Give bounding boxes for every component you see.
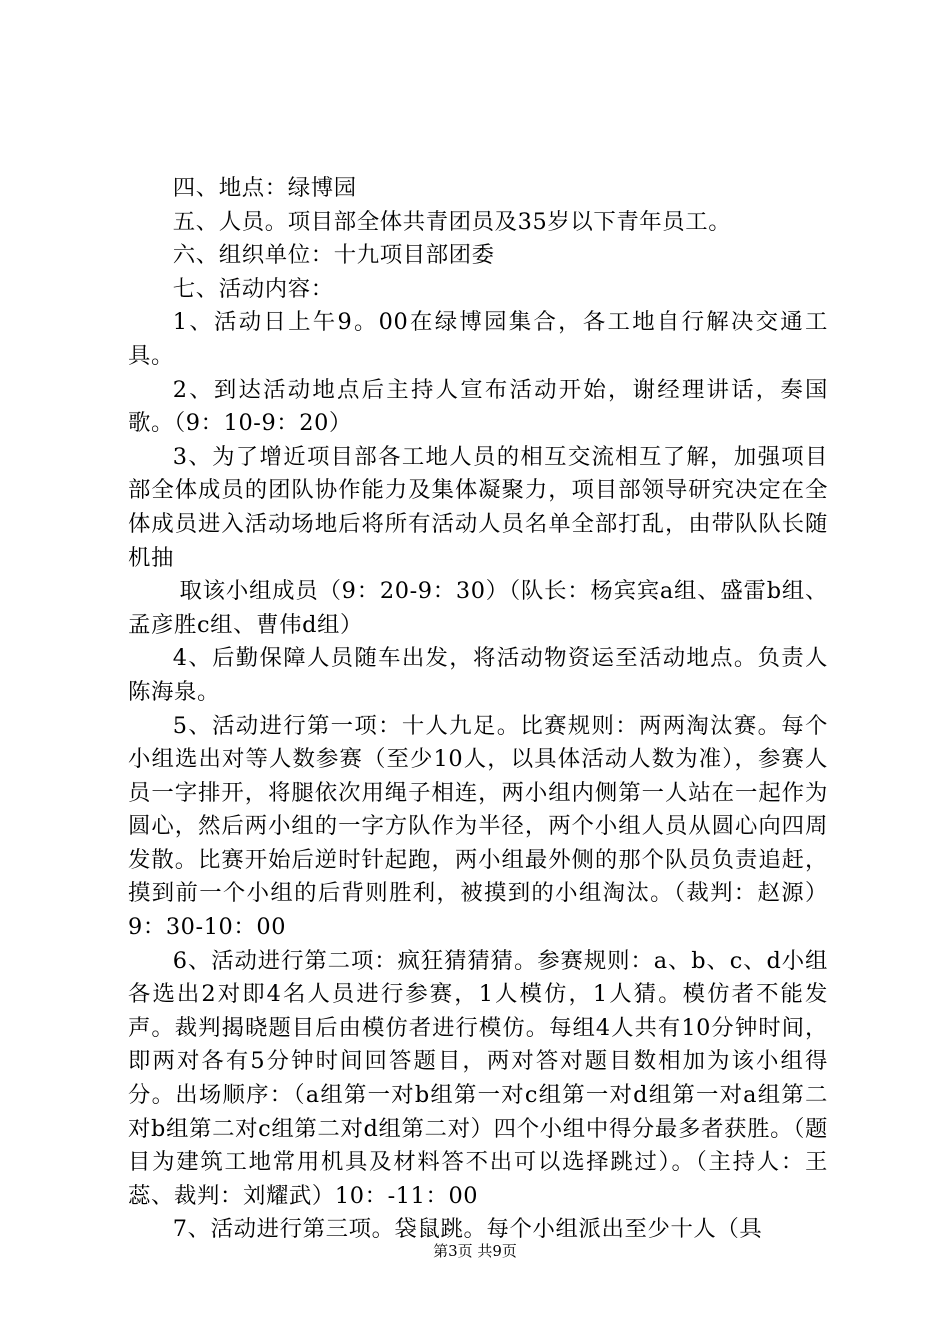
paragraph-organizer: 六、组织单位：十九项目部团委 xyxy=(172,242,495,269)
paragraph-item-7: 7、活动进行第三项。袋鼠跳。每个小组派出至少十人（具 xyxy=(172,1216,763,1243)
paragraph-item-3-continued: 取该小组成员（9：20-9：30）（队长：杨宾宾a组、盛雷b组、孟彦胜c组、曹伟d组） xyxy=(128,578,828,638)
paragraph-location: 四、地点：绿博园 xyxy=(172,175,357,201)
paragraph-content-heading: 七、活动内容： xyxy=(172,275,334,302)
page-footer: 第3页 共9页 xyxy=(433,1242,517,1260)
document-body xyxy=(128,172,828,1247)
paragraph-item-6: 6、活动进行第二项：疯狂猜猜猜。参赛规则：a、b、c、d小组各选出2对即4名人员进行参赛，1人模仿，1人猜。模仿者不能发声。裁判揭晓题目后由模仿者进行模仿。每组4人共有10分钟时间，即两对各有5分钟时间回答题目，两对答对题目数相加为该小组得分。出场顺序：（a组第一对b组第一对c组第一对d组第一对a组第二对b组第二对c组第二对d组第二对）四个小组中得分最多者获胜。（题目为建筑工地常用机具及材料答不出可以选择跳过）。（主持人：王蕊、裁判：刘耀武）10：-11：00 xyxy=(128,947,828,1209)
paragraph-item-1: 1、活动日上午9。00在绿博园集合，各工地自行解决交通工具。 xyxy=(128,309,828,369)
paragraph-personnel: 五、人员。项目部全体共青团员及35岁以下青年员工。 xyxy=(172,208,732,235)
paragraph-item-3: 3、为了增近项目部各工地人员的相互交流相互了解，加强项目部全体成员的团队协作能力及集体凝聚力，项目部领导研究决定在全体成员进入活动场地后将所有活动人员名单全部打乱，由带队队长随机抽 xyxy=(128,443,828,571)
paragraph-item-5: 5、活动进行第一项：十人九足。比赛规则：两两淘汰赛。每个小组选出对等人数参赛（至少10人，以具体活动人数为准），参赛人员一字排开，将腿依次用绳子相连，两小组内侧第一人站在一起作为圆心，然后两小组的一字方队作为半径，两个小组人员从圆心向四周发散。比赛开始后逆时针起跑，两小组最外侧的那个队员负责追赶，摸到前一个小组的后背则胜利，被摸到的小组淘汰。（裁判：赵源）9：30-10：00 xyxy=(128,712,828,941)
paragraph-item-2: 2、到达活动地点后主持人宣布活动开始，谢经理讲话，奏国歌。（9：10-9：20） xyxy=(128,376,828,437)
paragraph-item-4: 4、后勤保障人员随车出发，将活动物资运至活动地点。负责人陈海泉。 xyxy=(128,645,828,705)
